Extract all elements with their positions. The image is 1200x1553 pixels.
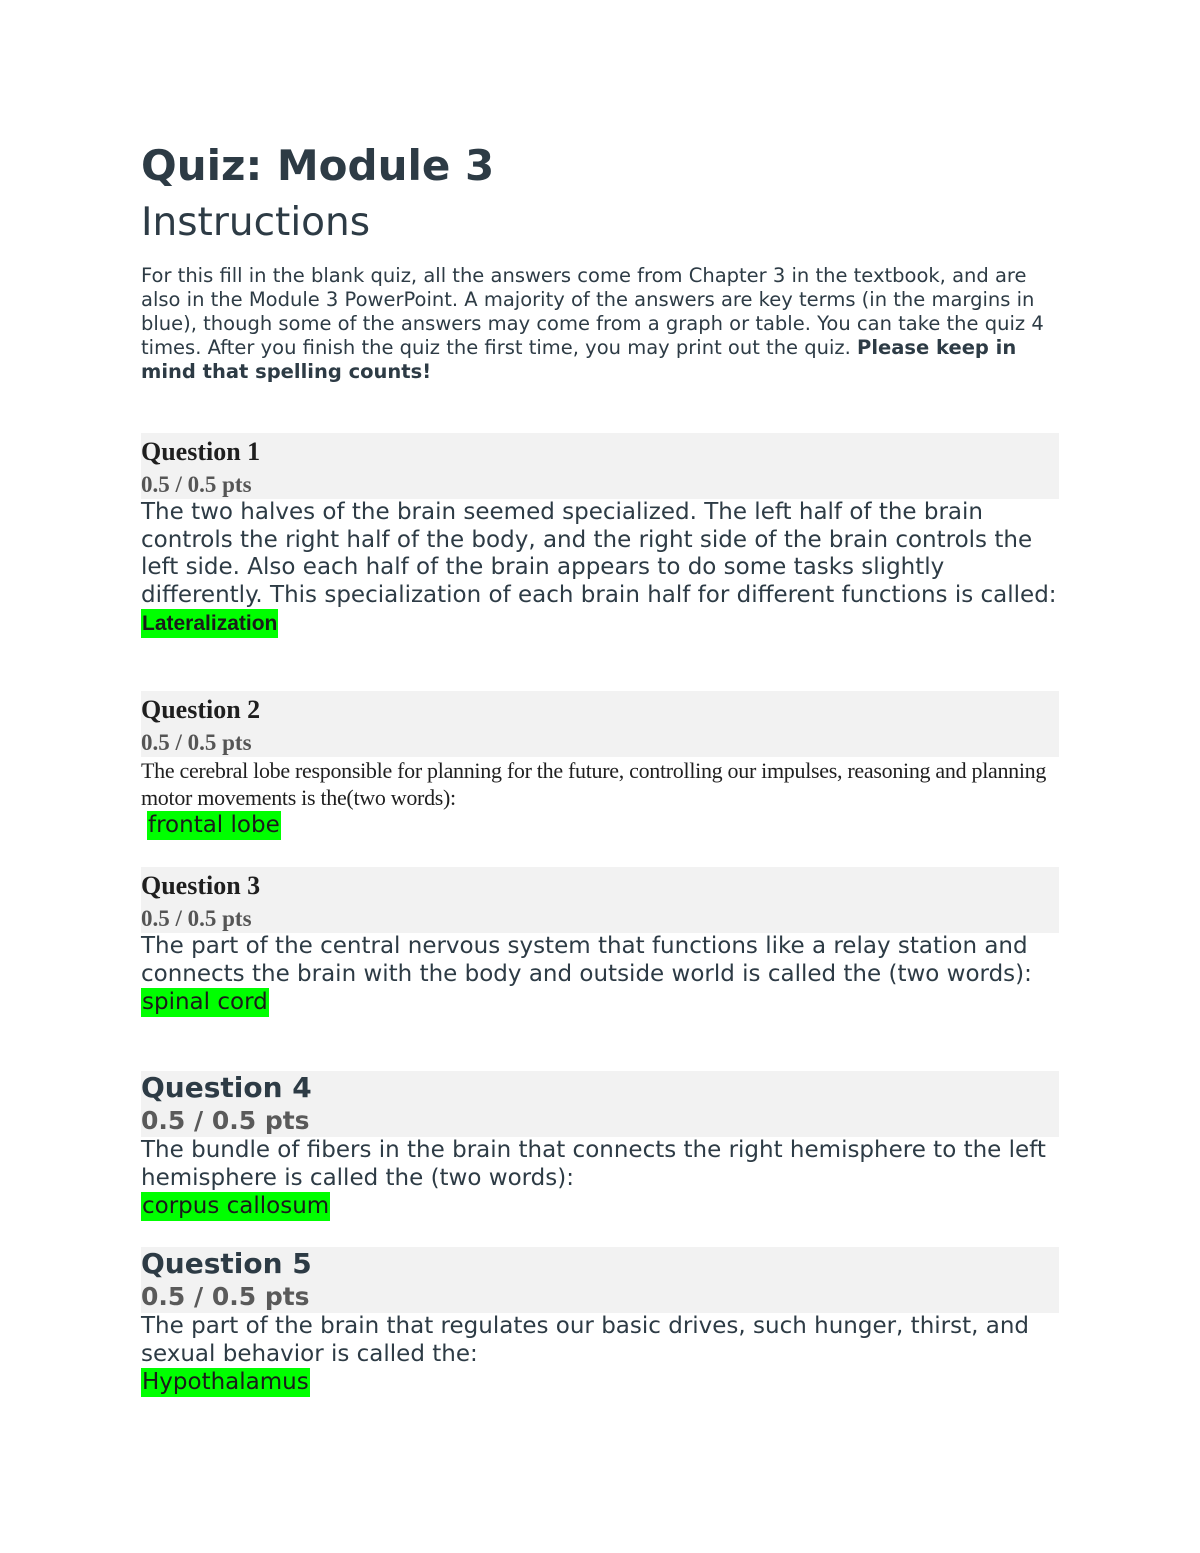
instructions-text: For this fill in the blank quiz, all the answers come from Chapter 3 in the textbook, and are also in the Module 3 PowerPoint. A majority of the answers are key terms (in the margins in blue), though some of the answers may come from a graph or table. You can take the quiz 4 times. After you finish the quiz the first time, you may print out the quiz. xyxy=(141,264,1044,359)
answer-highlight: corpus callosum xyxy=(142,1193,330,1219)
question-2 xyxy=(141,691,1059,840)
question-header xyxy=(141,691,1059,757)
question-header xyxy=(141,867,1059,933)
question-points: 0.5 / 0.5 pts xyxy=(141,1282,310,1311)
instructions-paragraph xyxy=(141,264,1059,384)
question-text: The part of the central nervous system that functions like a relay station and connects the brain with the body and outside world is called the (two words): xyxy=(141,933,1032,987)
question-1 xyxy=(141,433,1059,638)
question-header xyxy=(141,1071,1059,1137)
question-title: Question 1 xyxy=(141,437,261,466)
instructions-emphasis: Please keep in mind that spelling counts! xyxy=(141,336,1017,383)
quiz-document xyxy=(141,138,1059,384)
answer-highlight: Lateralization xyxy=(141,609,278,638)
question-title: Question 4 xyxy=(141,1071,312,1104)
question-title: Question 2 xyxy=(141,695,261,724)
question-points: 0.5 / 0.5 pts xyxy=(141,1106,310,1135)
question-text: The cerebral lobe responsible for planning for the future, controlling our impulses, reasoning and planning motor movements is the(two words): xyxy=(141,758,1047,810)
answer-highlight: spinal cord xyxy=(142,989,268,1015)
question-points: 0.5 / 0.5 pts xyxy=(141,730,252,755)
question-title: Question 3 xyxy=(141,871,261,900)
question-text: The part of the brain that regulates our basic drives, such hunger, thirst, and sexual behavior is called the: xyxy=(141,1313,1030,1367)
instructions-heading: Instructions xyxy=(141,200,371,245)
question-header xyxy=(141,1247,1059,1313)
question-points: 0.5 / 0.5 pts xyxy=(141,472,252,497)
question-title: Question 5 xyxy=(141,1247,312,1280)
page-title: Quiz: Module 3 xyxy=(141,141,495,190)
question-text: The two halves of the brain seemed specialized. The left half of the brain controls the right half of the body, and the right side of the brain controls the left side. Also each half of the brain appears to do some tasks slightly differently. This specialization of each brain half for different functions is called: xyxy=(141,499,1057,608)
question-3 xyxy=(141,867,1059,1017)
answer-highlight: frontal lobe xyxy=(148,812,280,838)
question-points: 0.5 / 0.5 pts xyxy=(141,906,252,931)
question-text: The bundle of fibers in the brain that connects the right hemisphere to the left hemisphere is called the (two words): xyxy=(141,1137,1046,1191)
answer-highlight: Hypothalamus xyxy=(142,1369,309,1395)
question-4 xyxy=(141,1071,1059,1221)
question-5 xyxy=(141,1247,1059,1397)
question-header xyxy=(141,433,1059,499)
